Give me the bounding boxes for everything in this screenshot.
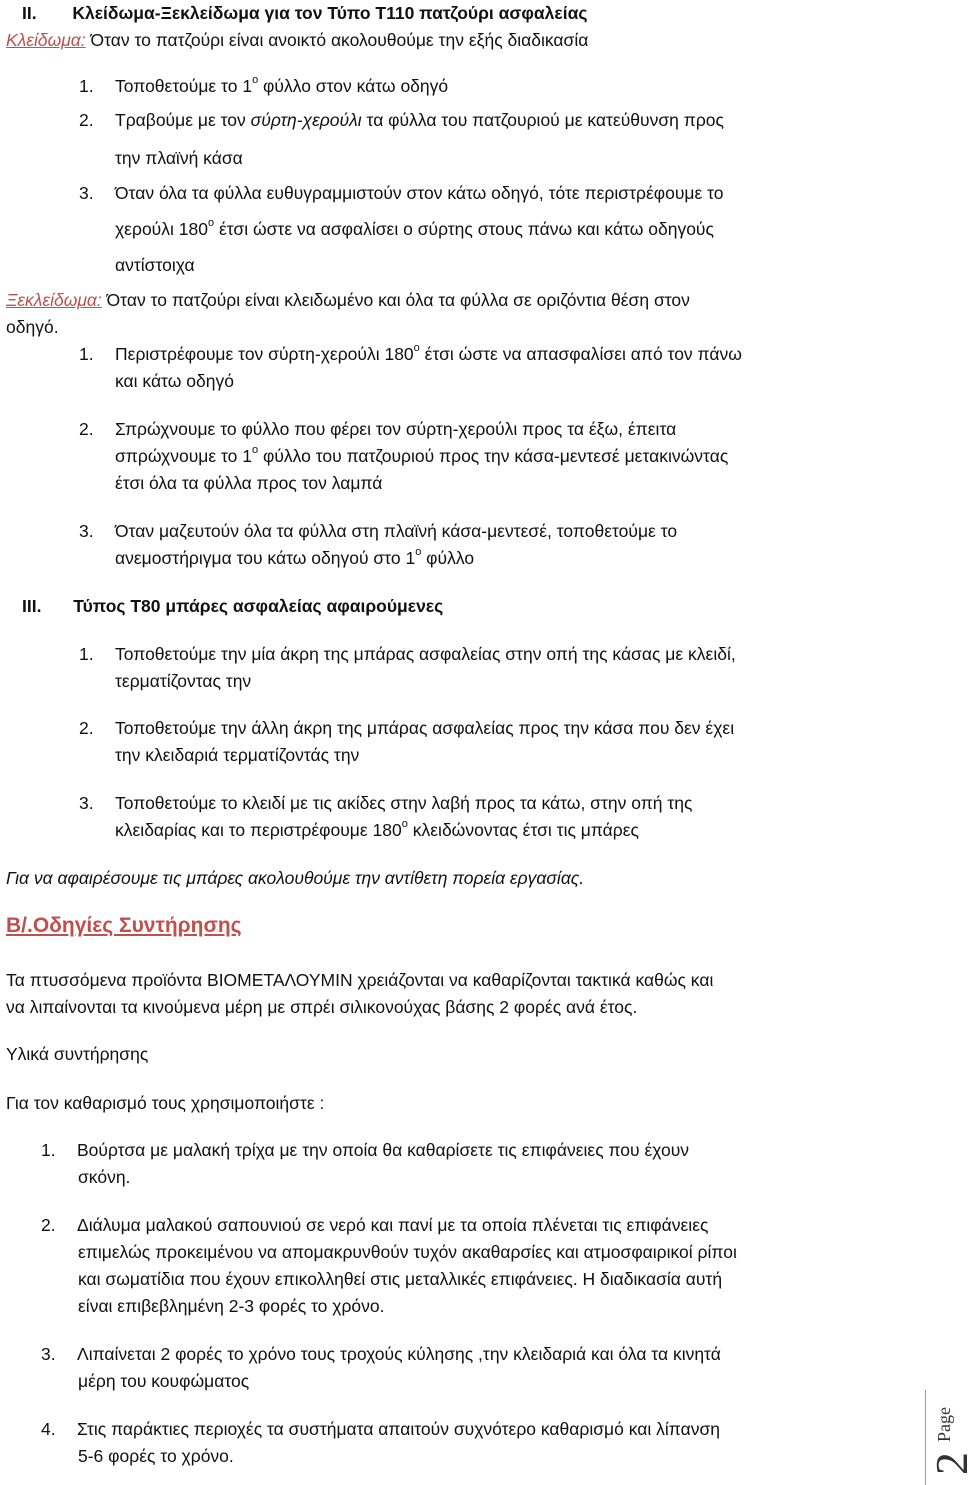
bar-step-1: [79, 643, 736, 665]
item-text: Στις παράκτιες περιοχές τα συστήματα απαιτούν συχνότερο καθαρισμό και λίπανση: [77, 1419, 720, 1439]
bar-step-2-cont: την κλειδαριά τερματίζοντάς την: [115, 745, 360, 765]
cleaning-intro: Για τον καθαρισμό τους χρησιμοποιήστε :: [6, 1093, 325, 1113]
bar-step-1-cont: τερματίζοντας την: [115, 671, 252, 691]
step-text: έτσι ώστε να ασφαλίσει ο σύρτης στους πάνω και κάτω οδηγούς: [214, 219, 714, 239]
degree-superscript: ο: [252, 444, 259, 456]
page-number: 2: [926, 1452, 977, 1475]
unlock-intro: Όταν το πατζούρι είναι κλειδωμένο και όλα τα φύλλα σε οριζόντια θέση στον: [101, 290, 690, 310]
section-2-roman: II.: [22, 3, 37, 23]
step-italic-term: σύρτη-χερούλι: [250, 110, 362, 130]
cleaning-item-3-cont: μέρη του κουφώματος: [78, 1371, 250, 1391]
maintenance-intro-2: να λιπαίνονται τα κινούμενα μέρη με σπρέι σιλικονούχας βάσης 2 φορές ανά έτος.: [6, 997, 638, 1017]
step-text: κλειδαρίας και το περιστρέφουμε 180: [115, 820, 402, 840]
unlock-paragraph: [6, 289, 690, 311]
lock-step-3: [79, 182, 724, 204]
unlock-step-1-cont: και κάτω οδηγό: [115, 371, 234, 391]
cleaning-item-1: [41, 1139, 689, 1161]
item-number: 1.: [41, 1140, 56, 1160]
item-text: Λιπαίνεται 2 φορές το χρόνο τους τροχούς κύλησης ,την κλειδαριά και όλα τα κινητά: [77, 1344, 721, 1364]
cleaning-item-2-cont-2: και σωματίδια που έχουν επικολληθεί στις μεταλλικές επιφάνειες. Η διαδικασία αυτή: [78, 1269, 723, 1289]
materials-label: Υλικά συντήρησης: [6, 1044, 149, 1064]
step-text: Περιστρέφουμε τον σύρτη-χερούλι 180: [115, 344, 414, 364]
step-text: Τοποθετούμε την μία άκρη της μπάρας ασφαλείας στην οπή της κάσας με κλειδί,: [115, 644, 736, 664]
maintenance-heading: Β/.Οδηγίες Συντήρησης: [6, 914, 242, 937]
unlock-label: Ξεκλείδωμα:: [6, 290, 102, 310]
step-number: 1.: [79, 644, 94, 664]
section-3-heading: [22, 595, 443, 617]
step-text: Τοποθετούμε το 1: [115, 76, 253, 96]
degree-superscript: ο: [401, 818, 408, 830]
step-number: 2.: [79, 110, 94, 130]
lock-step-2: [79, 109, 724, 131]
step-text: Τραβούμε με τον: [115, 110, 251, 130]
bar-step-2: [79, 717, 734, 739]
bar-step-3-cont: [115, 819, 639, 841]
step-text: χερούλι 180: [115, 219, 208, 239]
cleaning-item-3: [41, 1343, 721, 1365]
item-number: 4.: [41, 1419, 56, 1439]
step-number: 3.: [79, 183, 94, 203]
step-number: 1.: [79, 344, 94, 364]
degree-superscript: ο: [207, 217, 215, 229]
step-number: 3.: [79, 521, 94, 541]
section-3-title: Τύπος Τ80 μπάρες ασφαλείας αφαιρούμενες: [73, 596, 444, 616]
step-text: Σπρώχνουμε το φύλλο που φέρει τον σύρτη-χερούλι προς τα έξω, έπειτα: [115, 419, 677, 439]
section-2-title: Κλείδωμα-Ξεκλείδωμα για τον Τύπο Τ110 πατζούρι ασφαλείας: [72, 3, 588, 23]
step-text: φύλλο: [421, 548, 475, 568]
section-3-roman: III.: [22, 596, 42, 616]
step-text: Τοποθετούμε το κλειδί με τις ακίδες στην λαβή προς τα κάτω, στην οπή της: [115, 793, 693, 813]
step-text: Όταν μαζευτούν όλα τα φύλλα στη πλαϊνή κάσα-μεντεσέ, τοποθετούμε το: [115, 521, 678, 541]
step-text: φύλλο του πατζουριού προς την κάσα-μεντεσέ μετακινώντας: [258, 446, 729, 466]
cleaning-item-2-cont-1: επιμελώς προκειμένου να απομακρυνθούν τυχόν ακαθαρσίες και ατμοσφαιρικοί ρίποι: [78, 1242, 737, 1262]
step-number: 2.: [79, 718, 94, 738]
item-text: Βούρτσα με μαλακή τρίχα με την οποία θα καθαρίσετε τις επιφάνειες που έχουν: [77, 1140, 690, 1160]
maintenance-intro-1: Τα πτυσσόμενα προϊόντα ΒΙΟΜΕΤΑΛΟΥΜΙΝ χρειάζονται να καθαρίζονται τακτικά καθώς και: [6, 970, 714, 990]
lock-label: Κλείδωμα:: [6, 30, 86, 50]
step-text: έτσι ώστε να απασφαλίσει από τον πάνω: [419, 344, 742, 364]
lock-step-3-cont: [115, 218, 714, 240]
lock-paragraph: [6, 29, 588, 51]
unlock-step-3-cont: [115, 547, 474, 569]
lock-intro: Όταν το πατζούρι είναι ανοικτό ακολουθούμε την εξής διαδικασία: [85, 30, 589, 50]
unlock-step-2: [79, 418, 676, 440]
cleaning-item-4: [41, 1418, 720, 1440]
unlock-step-1: [79, 343, 742, 365]
removal-note: Για να αφαιρέσουμε τις μπάρες ακολουθούμε την αντίθετη πορεία εργασίας.: [6, 868, 585, 888]
step-text: σπρώχνουμε το 1: [115, 446, 253, 466]
section-2-heading: [22, 2, 587, 24]
cleaning-item-2: [41, 1214, 708, 1236]
lock-step-2-cont: την πλαϊνή κάσα: [115, 148, 243, 168]
step-text: ανεμοστήριγμα του κάτω οδηγού στο 1: [115, 548, 416, 568]
unlock-intro-cont: οδηγό.: [6, 317, 59, 337]
page-label: Page: [934, 1407, 954, 1442]
step-number: 1.: [79, 76, 94, 96]
step-text: Όταν όλα τα φύλλα ευθυγραμμιστούν στον κάτω οδηγό, τότε περιστρέφουμε το: [115, 183, 724, 203]
degree-superscript: ο: [413, 342, 420, 354]
step-text: φύλλο στον κάτω οδηγό: [258, 76, 449, 96]
unlock-step-2-cont: [115, 445, 728, 467]
degree-superscript: ο: [415, 546, 422, 558]
cleaning-item-2-cont-3: είναι επιβεβλημένη 2-3 φορές το χρόνο.: [78, 1296, 385, 1316]
item-number: 2.: [41, 1215, 56, 1235]
step-number: 3.: [79, 793, 94, 813]
item-text: Διάλυμα μαλακού σαπουνιού σε νερό και πανί με τα οποία πλένεται τις επιφάνειες: [77, 1215, 709, 1235]
bar-step-3: [79, 792, 692, 814]
step-text: Τοποθετούμε την άλλη άκρη της μπάρας ασφαλείας προς την κάσα που δεν έχει: [115, 718, 735, 738]
item-number: 3.: [41, 1344, 56, 1364]
lock-step-3-end: αντίστοιχα: [115, 255, 195, 275]
cleaning-item-1-cont: σκόνη.: [78, 1167, 131, 1187]
unlock-step-2-end: έτσι όλα τα φύλλα προς τον λαμπά: [115, 473, 383, 493]
step-number: 2.: [79, 419, 94, 439]
unlock-step-3: [79, 520, 677, 542]
step-text: τα φύλλα του πατζουριού με κατεύθυνση προς: [361, 110, 724, 130]
degree-superscript: ο: [252, 74, 259, 86]
step-text: κλειδώνοντας έτσι τις μπάρες: [407, 820, 639, 840]
cleaning-item-4-cont: 5-6 φορές το χρόνο.: [78, 1446, 234, 1466]
lock-step-1: [79, 75, 448, 97]
